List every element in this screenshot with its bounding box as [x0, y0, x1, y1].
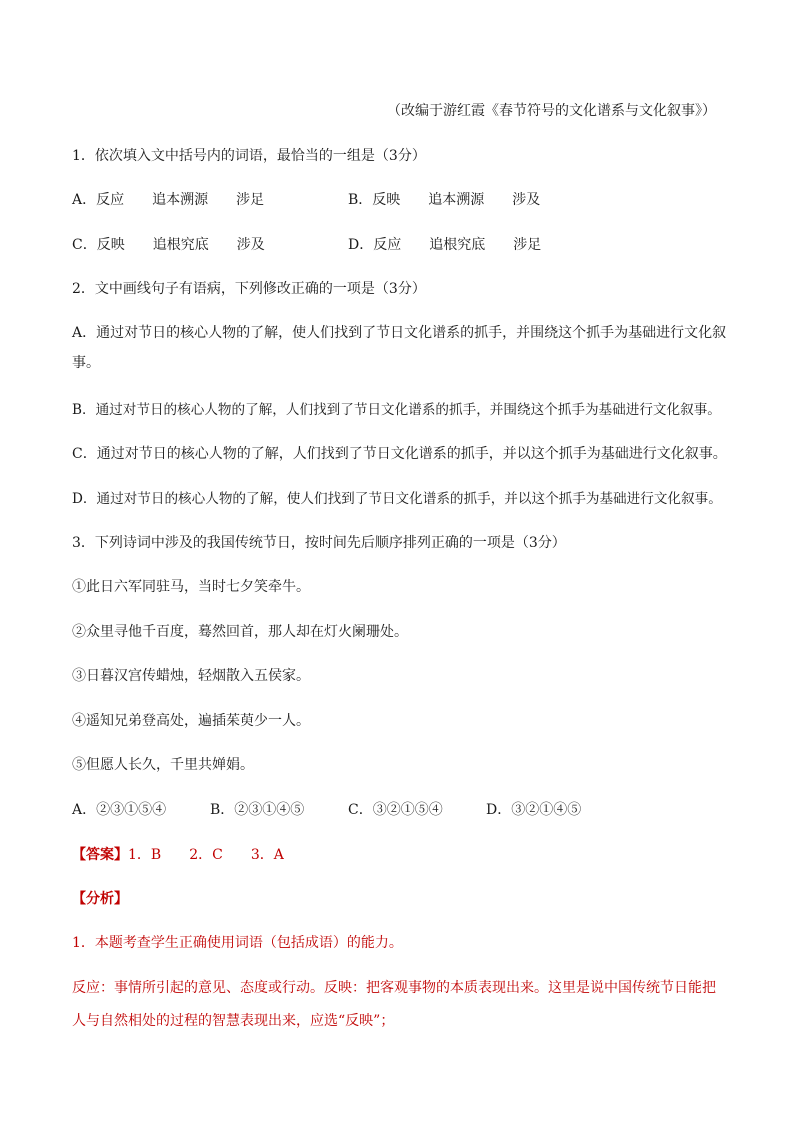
question-2-option-a-continued: 事。	[72, 355, 100, 371]
question-3-option-d: D．③②①④⑤	[486, 802, 582, 818]
question-1-stem: 1．依次填入文中括号内的词语，最恰当的一组是（3分）	[72, 148, 426, 164]
question-2-option-b: B．通过对节日的核心人物的了解，人们找到了节日文化谱系的抓手，并围绕这个抓手为基础进行文化叙事。	[72, 402, 721, 418]
poem-line: ②众里寻他千百度，蓦然回首，那人却在灯火阑珊处。	[72, 624, 408, 640]
question-3-option-a: A．②③①⑤④	[72, 802, 167, 818]
analysis-explanation-continued: 人与自然相处的过程的智慧表现出来，应选“反映”；	[72, 1013, 395, 1029]
poem-line: ③日暮汉宫传蜡烛，轻烟散入五侯家。	[72, 668, 310, 684]
answer-block	[72, 845, 284, 865]
question-1-option-c: C．反映 追根究底 涉及	[72, 237, 265, 253]
question-2-option-d: D．通过对节日的核心人物的了解，使人们找到了节日文化谱系的抓手，并以这个抓手为基础进行文化叙事。	[72, 491, 722, 507]
article-source: （改编于游红霞《春节符号的文化谱系与文化叙事》）	[387, 103, 716, 119]
question-1-option-d: D．反应 追根究底 涉足	[348, 237, 542, 253]
question-2-option-c: C．通过对节日的核心人物的了解，人们找到了节日文化谱系的抓手，并以这个抓手为基础进行文化叙事。	[72, 446, 727, 462]
analysis-point-1: 1．本题考查学生正确使用词语（包括成语）的能力。	[72, 935, 403, 951]
poem-line: ⑤但愿人长久，千里共婵娟。	[72, 757, 254, 773]
question-3-stem: 3．下列诗词中涉及的我国传统节日，按时间先后顺序排列正确的一项是（3分）	[72, 535, 566, 551]
question-3-option-b: B．②③①④⑤	[210, 802, 305, 818]
analysis-label: 【分析】	[72, 891, 128, 907]
question-2-stem: 2．文中画线句子有语病，下列修改正确的一项是（3分）	[72, 281, 426, 297]
poem-line: ①此日六军同驻马，当时七夕笑牵牛。	[72, 579, 310, 595]
answer-label: 【答案】	[72, 847, 128, 863]
analysis-explanation: 反应：事情所引起的意见、态度或行动。反映：把客观事物的本质表现出来。这里是说中国传统节日能把	[72, 980, 716, 996]
question-3-option-c: C．③②①⑤④	[348, 802, 443, 818]
answer-text: 1．B 2．C 3．A	[128, 847, 284, 863]
question-2-option-a: A．通过对节日的核心人物的了解，使人们找到了节日文化谱系的抓手，并围绕这个抓手为基础进行文化叙	[72, 325, 727, 341]
question-1-option-a: A．反应 追本溯源 涉足	[72, 192, 265, 208]
question-1-option-b: B．反映 追本溯源 涉及	[348, 192, 541, 208]
poem-line: ④遥知兄弟登高处，遍插茱萸少一人。	[72, 713, 310, 729]
